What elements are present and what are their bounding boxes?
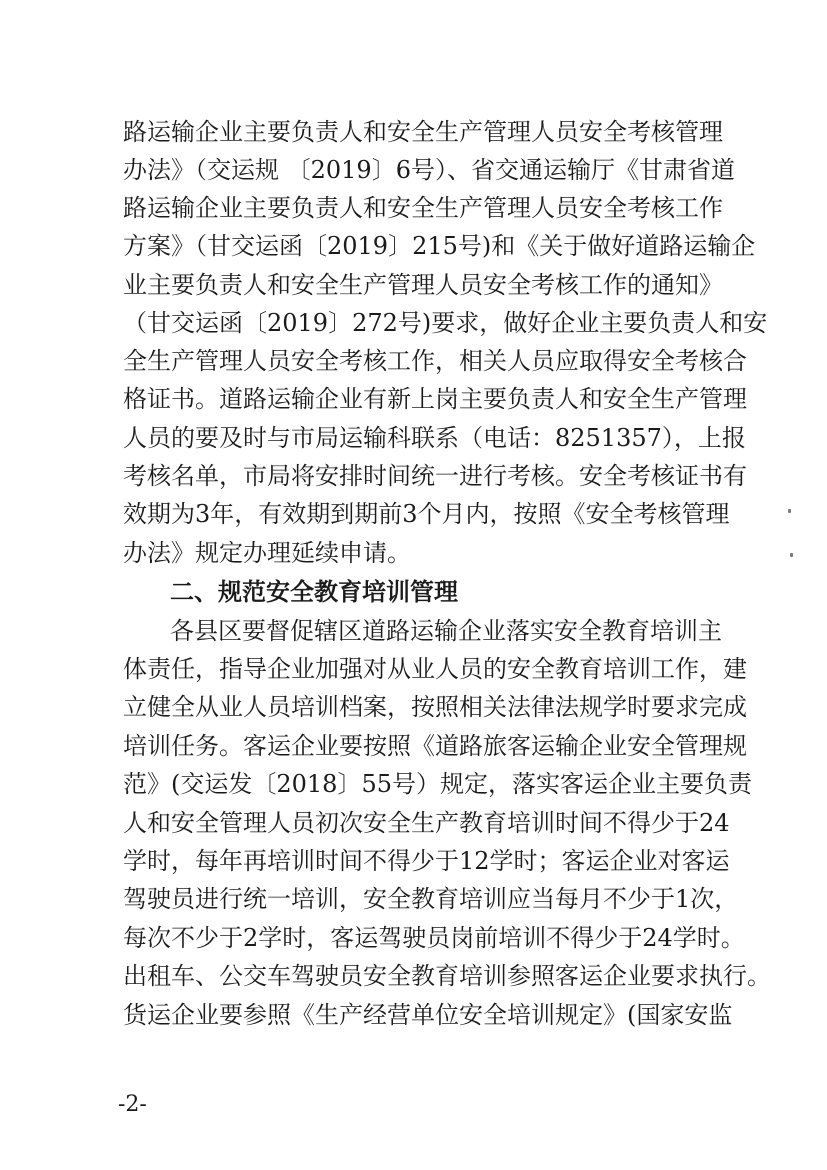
body-line: 路运输企业主要负责人和安全生产管理人员安全考核管理 xyxy=(123,118,723,146)
body-line: 培训任务。客运企业要按照《道路旅客运输企业安全管理规 xyxy=(123,732,747,760)
body-line: 驾驶员进行统一培训，安全教育培训应当每月不少于1次， xyxy=(123,885,739,913)
scan-speck xyxy=(790,553,793,557)
body-line: 全生产管理人员安全考核工作，相关人员应取得安全考核合 xyxy=(123,347,747,375)
body-line: 方案》（甘交运函〔2019〕215号)和《关于做好道路运输企 xyxy=(123,232,756,260)
body-line: 办法》规定办理延续申请。 xyxy=(123,539,411,567)
scan-speck xyxy=(788,509,791,513)
body-line: 立健全从业人员培训档案，按照相关法律法规学时要求完成 xyxy=(123,693,747,721)
body-line: 人员的要及时与市局运输科联系（电话：8251357），上报 xyxy=(123,424,746,452)
page-number: -2- xyxy=(118,1092,147,1117)
body-line: 学时，每年再培训时间不得少于12学时；客运企业对客运 xyxy=(123,847,730,875)
body-line: 每次不少于2学时，客运驾驶员岗前培训不得少于24学时。 xyxy=(123,924,745,952)
body-line: （甘交运函〔2019〕272号)要求，做好企业主要负责人和安 xyxy=(123,309,768,337)
body-line: 格证书。道路运输企业有新上岗主要负责人和安全生产管理 xyxy=(123,385,747,413)
body-line: 货运企业要参照《生产经营单位安全培训规定》(国家安监 xyxy=(123,1001,733,1029)
body-line: 各县区要督促辖区道路运输企业落实安全教育培训主 xyxy=(170,617,722,645)
body-line: 范》(交运发〔2018〕55号）规定，落实客运企业主要负责 xyxy=(123,770,752,798)
body-line: 出租车、公交车驾驶员安全教育培训参照客运企业要求执行。 xyxy=(123,962,771,990)
body-line: 办法》（交运规 〔2019〕6号）、省交通运输厅《甘肃省道 xyxy=(123,156,735,184)
body-line: 体责任，指导企业加强对从业人员的安全教育培训工作，建 xyxy=(123,655,747,683)
section-heading: 二、规范安全教育培训管理 xyxy=(170,578,458,606)
body-line: 业主要负责人和安全生产管理人员安全考核工作的通知》 xyxy=(123,271,723,299)
body-line: 路运输企业主要负责人和安全生产管理人员安全考核工作 xyxy=(123,194,723,222)
body-line: 效期为3年，有效期到期前3个月内，按照《安全考核管理 xyxy=(123,500,730,528)
body-line: 考核名单，市局将安排时间统一进行考核。安全考核证书有 xyxy=(123,462,747,490)
body-line: 人和安全管理人员初次安全生产教育培训时间不得少于24 xyxy=(123,809,730,837)
